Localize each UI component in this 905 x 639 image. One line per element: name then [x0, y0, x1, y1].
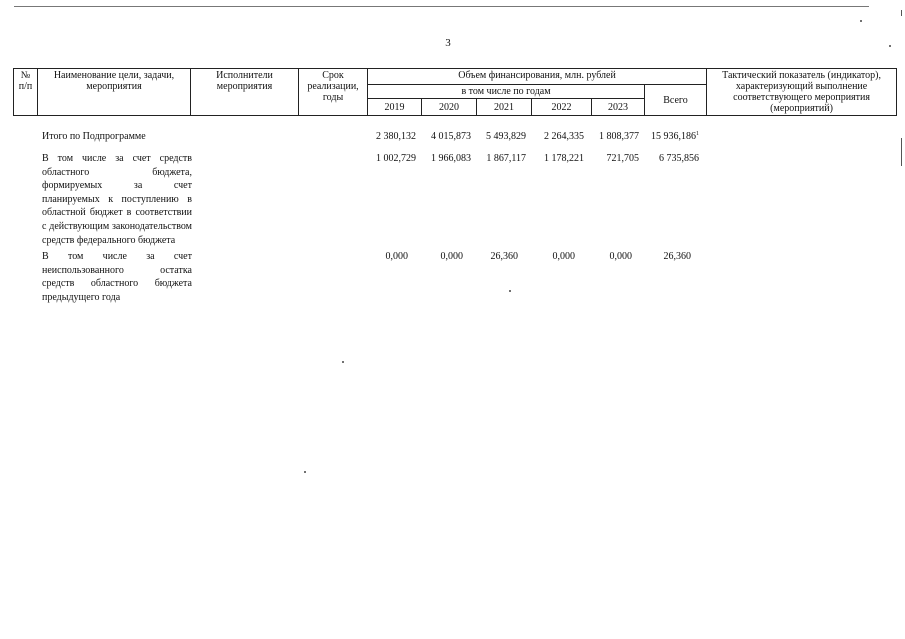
col-year-header: 2021: [477, 99, 532, 116]
col-by-years-header: в том числе по годам: [368, 85, 645, 99]
value-2022: 1 178,221: [544, 153, 584, 164]
scan-speck: [342, 361, 344, 363]
col-num-header: № п/п: [14, 69, 38, 116]
page-number: 3: [445, 37, 451, 49]
value-2023: 1 808,377: [599, 131, 639, 142]
top-rule: [14, 6, 869, 7]
value-total: [651, 130, 699, 144]
scan-edge-mark: [901, 10, 902, 16]
value-2019: 0,000: [385, 251, 408, 262]
col-year-header: 2023: [592, 99, 645, 116]
value-2021: 1 867,117: [486, 153, 526, 164]
col-executors-header: Исполнители мероприятия: [191, 69, 299, 116]
col-name-header: Наименование цели, задачи, мероприятия: [38, 69, 191, 116]
value-2023: 721,705: [606, 153, 639, 164]
col-indicator-header: Тактический показатель (индикатор), характеризующий выполнение соответствующего мероприятия (мероприятий): [707, 69, 897, 116]
col-total-header: Всего: [645, 85, 707, 116]
footnote-marker: 1: [696, 131, 699, 137]
scan-speck: [304, 471, 306, 473]
value-2020: 4 015,873: [431, 131, 471, 142]
value-total: 26,360: [663, 251, 691, 262]
value-2022: 2 264,335: [544, 131, 584, 142]
col-financing-header: Объем финансирования, млн. рублей: [368, 69, 707, 85]
row-label: Итого по Подпрограмме: [42, 131, 146, 142]
value-2019: 1 002,729: [376, 153, 416, 164]
value-2020: 1 966,083: [431, 153, 471, 164]
value-2020: 0,000: [440, 251, 463, 262]
scan-speck: [509, 290, 511, 292]
scan-speck: [889, 45, 891, 47]
value-2021: 5 493,829: [486, 131, 526, 142]
total-amount: 15 936,186: [651, 131, 696, 142]
scan-speck: [860, 20, 862, 22]
col-year-header: 2020: [422, 99, 477, 116]
row-label: В том числе за счет неиспользованного остатка средств областного бюджета предыдущего года: [42, 251, 192, 303]
scan-edge-mark: [901, 138, 902, 166]
financing-table-header: [13, 68, 897, 116]
row-label: В том числе за счет средств областного бюджета, формируемых за счет планируемых к поступлению в областной бюджет в соответствии с действующим законодательством средств федерального бюджета: [42, 153, 192, 246]
col-year-header: 2022: [532, 99, 592, 116]
value-2021: 26,360: [490, 251, 518, 262]
col-year-header: 2019: [368, 99, 422, 116]
value-2019: 2 380,132: [376, 131, 416, 142]
value-2022: 0,000: [552, 251, 575, 262]
value-2023: 0,000: [609, 251, 632, 262]
value-total: 6 735,856: [659, 153, 699, 164]
col-term-header: Срок реализации, годы: [299, 69, 368, 116]
